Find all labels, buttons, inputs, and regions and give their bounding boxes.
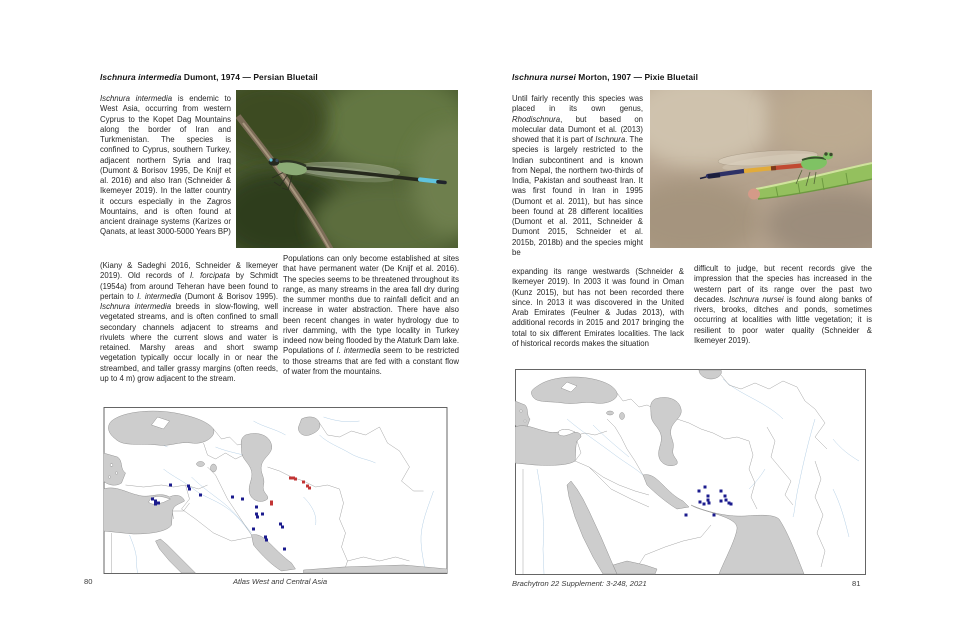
page-number-right: 81 — [852, 579, 861, 588]
body-text-right-wide: expanding its range westwards (Schneider & Ikemeyer 2019). In 2003 it was found in Oman (Kunz 2015), but has not been recorded there since. In 2013 it was discovered in the United Arab Emirates (Feulner & Judas 2013), with additional records in 2015 and 2017 bringing the total to six different Emirates localities. The lack of historical records makes the situation — [512, 267, 684, 348]
page-number-left: 80 — [84, 577, 93, 586]
body-text-left-narrow: Ischnura intermedia is endemic to West Asia, occurring from western Cyprus to the Kopet Dag Mountains along the border of Iran and Turkmenistan. The species is confined to Cyprus, southern Turkey, adjacent northern Syria and Iraq (Dumont & Borisov 1995, De Knijf et al. 2016) and also Iran (Schneider & Ikemeyer 2019). In the latter country it occurs especially in the Zagros Mountains, and is often found at ancient drainage systems (Karizes or Qanats, at least 3000-5000 Years BP) — [100, 94, 231, 237]
species-heading-persian-bluetail: Ischnura intermedia Dumont, 1974 — Persian Bluetail — [100, 72, 318, 82]
photo-persian-bluetail — [236, 90, 458, 248]
distribution-map-persian-bluetail — [103, 407, 448, 574]
body-text-left-col2: Populations can only become established at sites that have permanent water (De Knijf et al. 2016). The species seems to be threatened throughout its range, as many streams in the area fall dry during the summer months due to rainfall deficit and an increase in water abstraction. There have also been recent changes in water hydrology due to river damming, with the type locality in Turkey indeed now being flooded by the Ataturk Dam lake. Populations of I. intermedia seem to be restricted to those streams that are fed with a constant flow of water from the mountains. — [283, 254, 459, 376]
photo-pixie-bluetail — [650, 90, 872, 248]
distribution-map-pixie-bluetail — [515, 369, 866, 575]
running-footer-left: Atlas West and Central Asia — [232, 577, 328, 586]
species-heading-pixie-bluetail: Ischnura nursei Morton, 1907 — Pixie Bluetail — [512, 72, 699, 82]
body-text-left-wide: (Kiany & Sadeghi 2016, Schneider & Ikemeyer 2019). Old records of I. forcipata by Schmidt (1954a) from around Teheran have been found to pertain to I. intermedia (Dumont & Borisov 1995). Ischnura intermedia breeds in slow-flowing, well vegetated streams, and is often confined to small secondary channels adjacent to streams and rivulets where the current slows and water is retained. Marshy areas and short swamp vegetation typically occur locally in or near the streambed, and taller grassy margins (often reeds, up to 4 m) grow adjacent to the stream. — [100, 261, 278, 383]
body-text-right-narrow: Until fairly recently this species was placed in its own genus, Rhodischnura, but based on molecular data Dumont et al. (2013) showed that it is part of Ischnura. The species is largely restricted to the Indian subcontinent and is known from Nepal, the northern two-thirds of India, Pakistan and southeast Iran. It was first found in Iran in 1995 (Dumont et al. 2011), but has since been found at 28 different localities (Dumont et al. 2011, Schneider & Dumont 2015, Schneider et al. 2015b, 2018b) and the species might be — [512, 94, 643, 257]
body-text-right-col2: difficult to judge, but recent records give the impression that the species has increased in the western part of its range over the past two decades. Ischnura nursei is found along banks of rivers, brooks, ditches and ponds, sometimes occurring at localities with little vegetation; it is resilient to poor water quality (Schneider & Ikemeyer 2019). — [694, 264, 873, 345]
running-footer-right: Brachytron 22 Supplement: 3-248, 2021 — [512, 579, 647, 588]
